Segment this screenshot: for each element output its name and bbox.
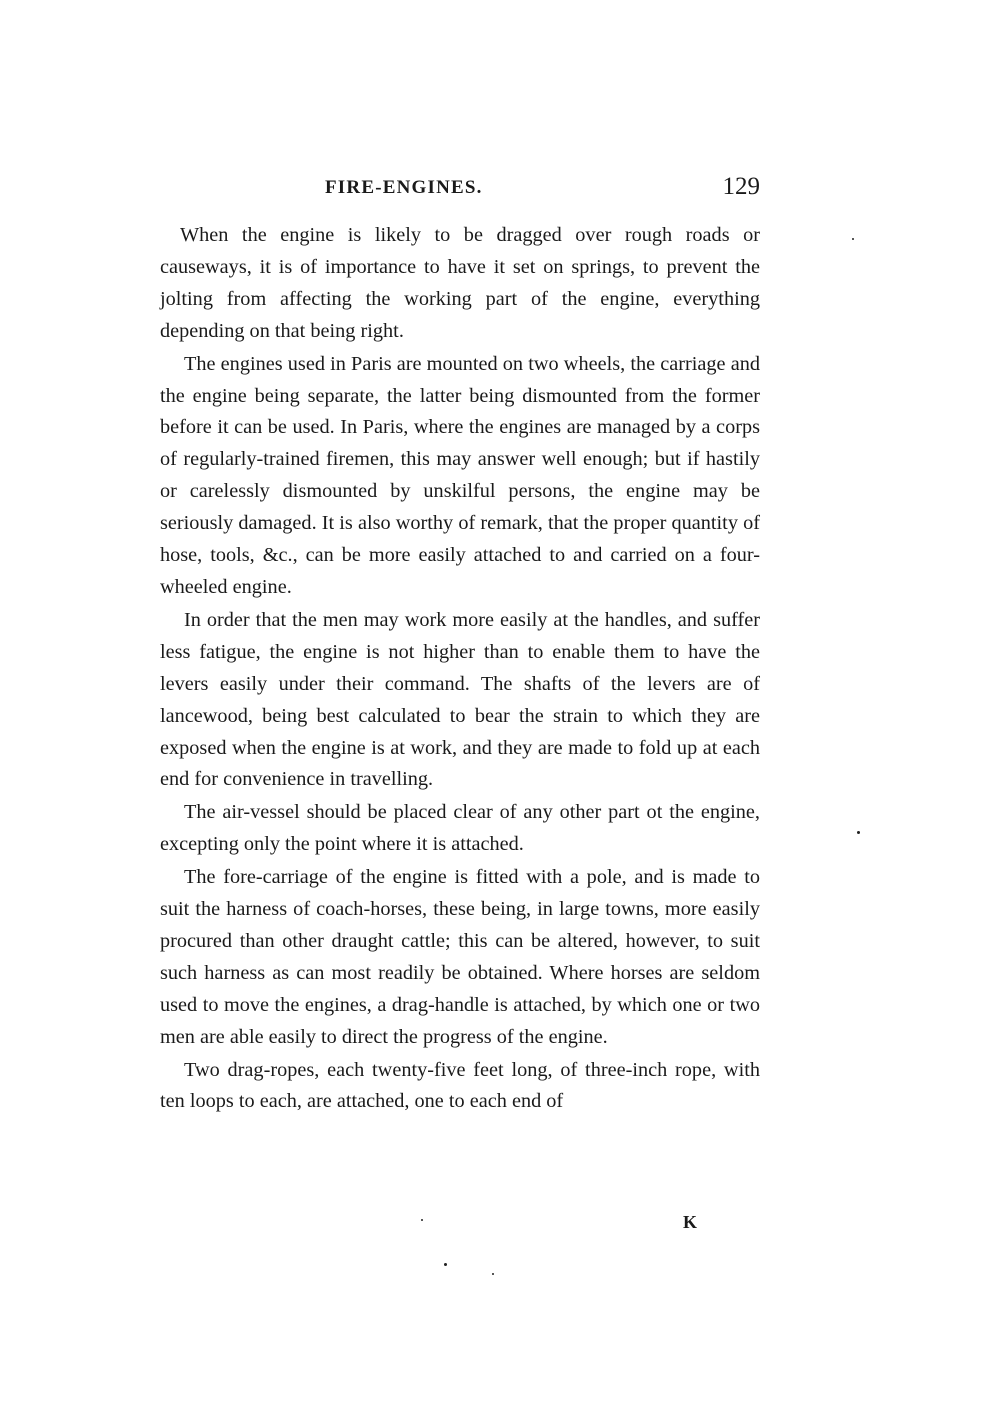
signature-mark: K [683,1212,698,1232]
page-header [160,173,760,207]
ink-speck [492,1273,494,1275]
ink-speck [421,1219,423,1221]
paragraph: The fore-carriage of the engine is fitted with a pole, and is made to suit the harness of coach-horses, these being, in large towns, more easily procured than other draught cattle; this can be altered, however, to suit such harness as can most readily be obtained. Where horses are seldom used to move the engines, a drag-handle is attached, by which one or two men are able easily to direct the progress of the engine. [160,866,760,1048]
ink-speck [857,831,860,834]
page-number: 129 [722,173,760,200]
paragraph: The air-vessel should be placed clear of any other part ot the engine, excepting only the point where it is attached. [160,801,760,856]
ink-speck [852,238,854,240]
ink-speck [444,1263,447,1266]
running-title: FIRE-ENGINES. [325,177,483,198]
paragraph: When the engine is likely to be dragged over rough roads or causeways, it is of importance to have it set on springs, to prevent the jolting from affecting the working part of the engine, everything depending on that being right. [160,224,760,342]
paragraph: Two drag-ropes, each twenty-five feet long, of three-inch rope, with ten loops to each, are attached, one to each end of [160,1058,760,1113]
paragraph: In order that the men may work more easily at the handles, and suffer less fatigue, the engine is not higher than to enable them to have the levers easily under their command. The shafts of the levers are of lancewood, being best calculated to bear the strain to which they are exposed when the engine is at work, and they are made to fold up at each end for convenience in travelling. [160,608,760,791]
body-text [160,220,760,1118]
paragraph: The engines used in Paris are mounted on two wheels, the carriage and the engine being separate, the latter being dismounted from the former before it can be used. In Paris, where the engines are managed by a corps of regularly-trained firemen, this may answer well enough; but if hastily or carelessly dismounted by unskilful persons, the engine may be seriously damaged. It is also worthy of remark, that the proper quantity of hose, tools, &c., can be more easily attached to and carried on a four-wheeled engine. [160,352,760,598]
